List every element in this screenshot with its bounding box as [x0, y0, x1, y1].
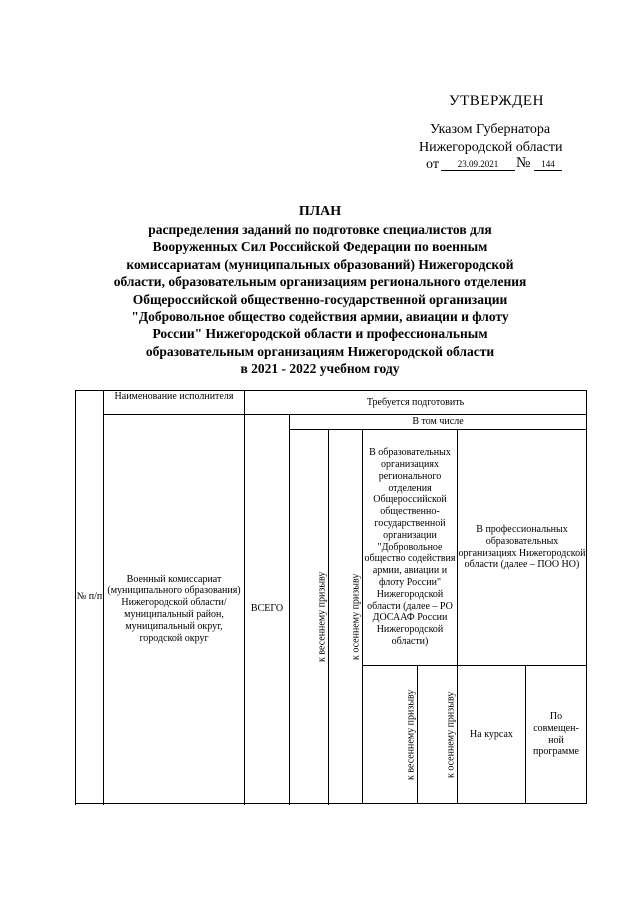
decree-date: 23.09.2021 — [441, 158, 515, 171]
combined-program-header: По совмещен-ной программе — [526, 666, 587, 804]
col-name-header: Наименование исполнителя — [104, 391, 245, 415]
spring-draft-header: к весеннему призыву — [290, 430, 329, 804]
total-header: ВСЕГО — [245, 415, 290, 804]
subtitle-line: России" Нижегородской области и профессиональным — [152, 326, 488, 342]
col-name-body: Военный комиссариат (муниципального образования) Нижегородской области/ муниципальный район, муниципальный округ, городской округ — [104, 415, 245, 804]
subtitle-line: комиссариатам (муниципальных образований) Нижегородской — [126, 256, 514, 272]
dosaaf-spring-header: к весеннему призыву — [363, 666, 418, 804]
subtitle-line: распределения заданий по подготовке специалистов для — [148, 222, 492, 237]
subtitle-line: образовательным организациям Нижегородской области — [145, 343, 495, 359]
subtitle-line: Вооруженных Сил Российской Федерации по военным — [152, 239, 488, 255]
courses-header: На курсах — [458, 666, 526, 804]
decree-number: 144 — [534, 158, 562, 171]
decree-line-2: Нижегородской области — [419, 140, 563, 155]
from-label: от — [426, 157, 439, 172]
dosaaf-autumn-header: к осеннему призыву — [418, 666, 458, 804]
required-header: Требуется подготовить — [245, 391, 587, 415]
document-title: ПЛАН — [298, 204, 342, 219]
subtitle-line: области, образовательным организациям регионального отделения — [113, 274, 527, 290]
poo-header: В профессиональных образовательных организациях Нижегородской области (далее – ПОО НО) — [458, 430, 587, 666]
dosaaf-header: В образовательных организациях регионального отделения Общероссийской общественно-государственной организации "Добровольное общество содействия армии, авиации и флоту России" Нижегородской области (далее – РО ДОСААФ России Нижегородской области) — [363, 430, 458, 666]
including-header: В том числе — [290, 415, 587, 430]
number-label: № — [516, 155, 531, 171]
col-number-header: № п/п — [76, 391, 104, 804]
autumn-draft-header: к осеннему призыву — [329, 430, 363, 804]
subtitle-line: Общероссийской общественно-государственной организации — [132, 291, 508, 307]
subtitle-line: в 2021 - 2022 учебном году — [240, 361, 400, 377]
approved-stamp: УТВЕРЖДЕН — [449, 93, 544, 109]
document-subtitle — [95, 221, 545, 378]
subtitle-line: "Добровольное общество содействия армии, авиации и флоту — [131, 309, 509, 325]
decree-line-1: Указом Губернатора — [430, 122, 551, 137]
plan-table — [75, 390, 587, 804]
